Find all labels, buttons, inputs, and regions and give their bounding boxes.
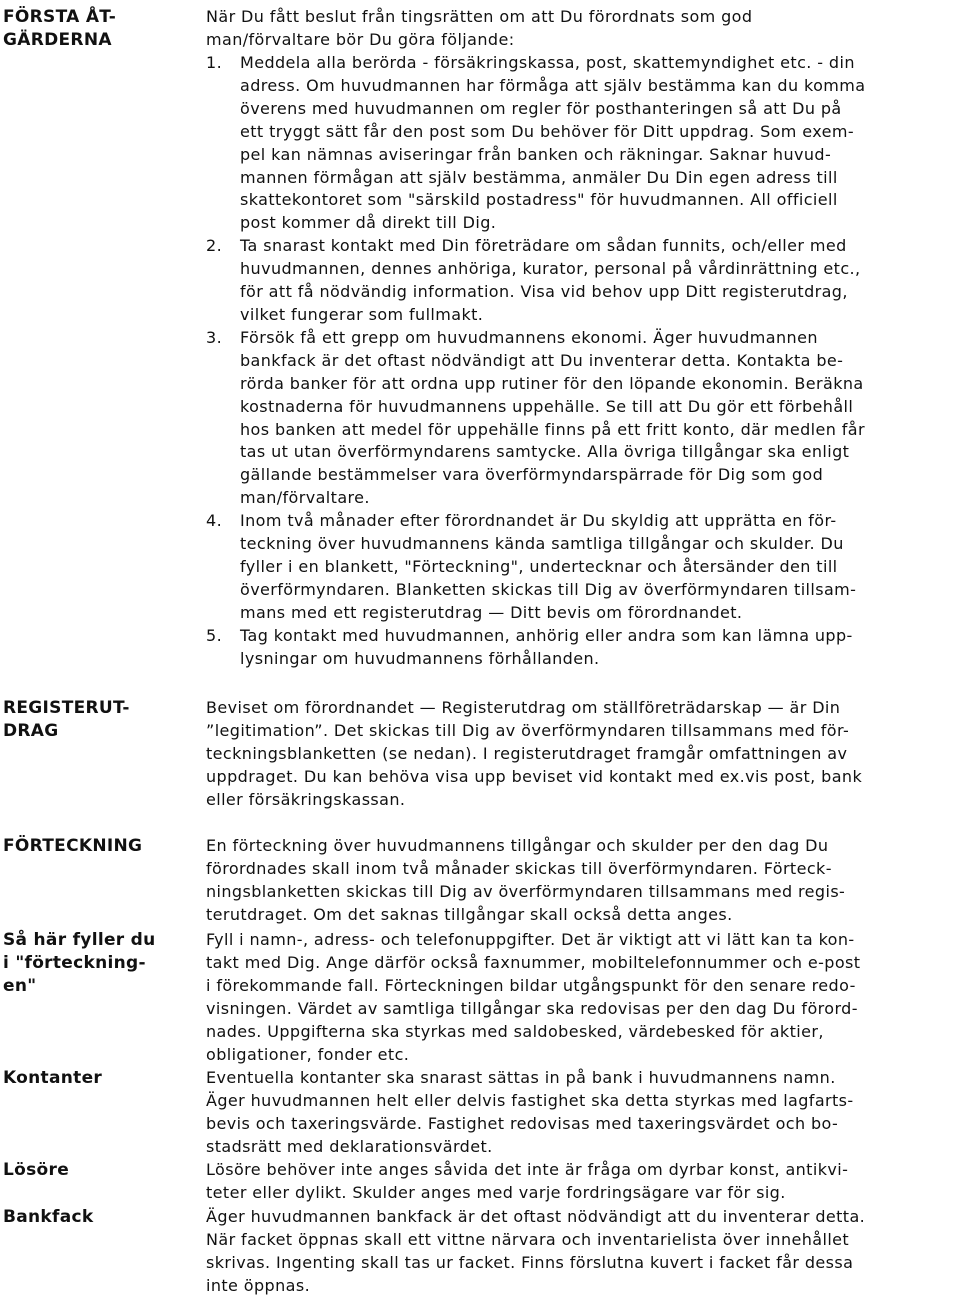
step-text: Tag kontakt med huvudmannen, anhörig eller andra som kan lämna upp- lysningar om huvudmannens förhållanden.: [240, 625, 853, 668]
heading-forsta-atgarderna: FÖRSTA ÅT- GÄRDERNA: [3, 7, 117, 50]
heading-kontanter: Kontanter: [3, 1068, 103, 1088]
bankfack-paragraph: Äger huvudmannen bankfack är det oftast nödvändigt att du inventerar detta. När facket öppnas skall ett vittne närvara och inventarielista över innehållet skrivas. Ingenting skall tas ur facket. Finns förslutna kuvert i facket får dessa inte öppnas.: [206, 1207, 866, 1295]
steps-list: [206, 52, 954, 670]
heading-bankfack: Bankfack: [3, 1207, 94, 1227]
step-number: 1.: [206, 53, 223, 72]
step-item: [206, 625, 954, 671]
step-item: [206, 235, 954, 327]
forteckning-paragraph: En förteckning över huvudmannens tillgångar och skulder per den dag Du förordnades skall inom två månader skickas till överförmyndaren. Förteck- ningsblanketten skickas till Dig av överförmyndaren tillsammans med regis- terutdraget. Om det saknas tillgångar skall också detta anges.: [206, 836, 846, 924]
sa-har-fyller-paragraph: Fyll i namn-, adress- och telefonuppgifter. Det är viktigt att vi lätt kan ta kon- takt med Dig. Ange därför också faxnummer, mobiltelefonnummer och e-post i förekommande fall. Förteckningen bildar utgångspunkt för den senare redo- visningen. Värdet av samtliga tillgångar ska redovisas per den dag Du förord- nades. Uppgifterna ska styrkas med saldobesked, värdebesked för aktier, obligationer, fonder etc.: [206, 930, 861, 1064]
heading-losore: Lösöre: [3, 1160, 70, 1180]
step-number: 5.: [206, 625, 223, 645]
registerutdrag-paragraph: Beviset om förordnandet — Registerutdrag om ställföreträdarskap — är Din ”legitimation”. Det skickas till Dig av överförmyndaren tillsammans med för- teckningsblanketten (se nedan). I registerutdraget framgår omfattningen av uppdraget. Du kan behöva visa upp beviset vid kontakt med ex.vis post, bank eller försäkringskassan.: [206, 698, 863, 809]
step-number: 4.: [206, 511, 223, 531]
step-number: 2.: [206, 236, 223, 256]
intro-paragraph: När Du fått beslut från tingsrätten om att Du förordnats som god man/förvaltare bör Du göra följande:: [206, 7, 753, 49]
step-text: Meddela alla berörda - försäkringskassa, post, skattemyndighet etc. - din adress. Om huvudmannen har förmåga att själv bestämma kan du komma överens med huvudmannen om regler för posthanteringen så att Du på ett tryggt sätt får den post som Du behöver för Ditt uppdrag. Som exem- pel kan nämnas aviseringar från banken och räkningar. Saknar huvud- mannen förmågan att själv bestämma, anmäler Du Din egen adress till skattekontoret som "särskild postadress" för huvudmannen. All officiell post kommer då direkt till Dig.: [240, 53, 866, 233]
step-item: [206, 510, 954, 625]
step-text: Ta snarast kontakt med Din företrädare om sådan funnits, och/eller med huvudmannen, dennes anhöriga, kurator, personal på vårdinrättning etc., för att få nödvändig information. Visa vid behov upp Ditt registerutdrag, vilket fungerar som fullmakt.: [240, 236, 861, 324]
heading-sa-har-fyller: Så här fyller du i "förteckning- en": [3, 930, 156, 996]
step-number: 3.: [206, 327, 223, 347]
step-item: [206, 52, 954, 235]
step-item: [206, 327, 954, 510]
losore-paragraph: Lösöre behöver inte anges såvida det inte är fråga om dyrbar konst, antikvi- teter eller dylikt. Skulder anges med varje fordringsägare var för sig.: [206, 1160, 849, 1202]
step-text: Försök få ett grepp om huvudmannens ekonomi. Äger huvudmannen bankfack är det oftast nödvändigt att Du inventerar detta. Kontakta be- rörda banker för att ordna upp rutiner för den löpande ekonomin. Beräkna kostnaderna för huvudmannens uppehälle. Se till att Du gör ett förbehåll hos banken att medel för uppehälle finns på ett fritt konto, där medlen får tas ut utan överförmyndarens samtycke. Alla övriga tillgångar ska enligt gällande bestämmelser vara överförmyndarspärrade för Dig som god man/förvaltare.: [240, 327, 865, 508]
heading-registerutdrag: REGISTERUT- DRAG: [3, 698, 130, 741]
kontanter-paragraph: Eventuella kontanter ska snarast sättas in på bank i huvudmannens namn. Äger huvudmannen helt eller delvis fastighet ska detta styrkas med lagfarts- bevis och taxeringsvärde. Fastighet redovisas med taxeringsvärdet och bo- stadsrätt med deklarationsvärdet.: [206, 1068, 854, 1156]
step-text: Inom två månader efter förordnandet är Du skyldig att upprätta en för- teckning över huvudmannens kända samtliga tillgångar och skulder. Du fyller i en blankett, "Förteckning", undertecknar och återsänder den till överförmyndaren. Blanketten skickas till Dig av överförmyndaren tillsam- mans med ett registerutdrag — Ditt bevis om förordnandet.: [240, 511, 857, 622]
heading-forteckning: FÖRTECKNING: [3, 836, 143, 856]
